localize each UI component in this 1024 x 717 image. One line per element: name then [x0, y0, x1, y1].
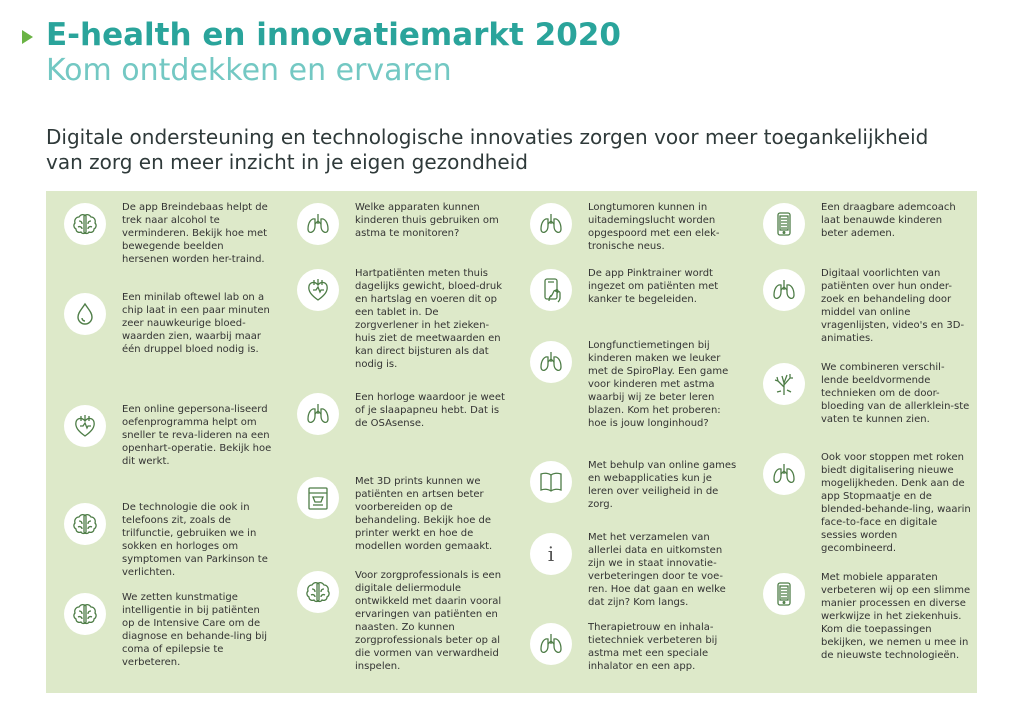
brain-icon [297, 571, 339, 613]
innovations-panel [46, 191, 977, 693]
item-text: Een horloge waardoor je weet of je slaapapneu hebt. Dat is de OSAsense. [355, 392, 505, 429]
lungs-icon [530, 203, 572, 245]
drop-icon [64, 293, 106, 335]
item-text: Therapietrouw en inhala-tietechniek verbeteren bij astma met een speciale inhalator en een app. [588, 622, 718, 672]
item-text: Met het verzamelen van allerlei data en uitkomsten zijn we in staat innovatie-verbeteringen door te voe-ren. Hoe dat gaan en welke dat zijn? Kom langs. [588, 532, 726, 608]
item-text: Hartpatiënten meten thuis dagelijks gewicht, bloed-druk en hartslag en voeren dit op een tablet in. De zorgverlener in het zieken-huis ziet de meetwaarden en kan direct bijsturen als dat nodig is. [355, 268, 503, 370]
lungs-icon [297, 393, 339, 435]
lungs-icon [763, 269, 805, 311]
brain-icon [64, 203, 106, 245]
item-text: Met mobiele apparaten verbeteren wij op een slimme manier processen en diverse werkwijze in het ziekenhuis. Kom die toepassingen bekijken, we nemen u mee in de nieuwste technologieën. [821, 572, 971, 661]
page-subtitle: Kom ontdekken en ervaren [46, 53, 452, 88]
brain-icon [64, 503, 106, 545]
intro-text: Digitale ondersteuning en technologische innovaties zorgen voor meer toegankelijkheid van zorg en meer inzicht in je eigen gezondheid [46, 125, 929, 174]
item-text: Welke apparaten kunnen kinderen thuis gebruiken om astma te monitoren? [355, 202, 499, 239]
heart-icon [64, 405, 106, 447]
header-arrow-icon [22, 30, 33, 44]
item-text: Voor zorgprofessionals is een digitale deliermodule ontwikkeld met daarin vooral ervaringen van patiënten en naasten. Zo kunnen zorgprofessionals beter op al die vormen van verwardheid inspelen. [355, 570, 502, 672]
item-text: Ook voor stoppen met roken biedt digitalisering nieuwe mogelijkheden. Denk aan de app Stopmaatje en de blended-behande-ling, waarin face-to-face en digitale sessies worden gecombineerd. [821, 452, 971, 554]
item-text: Longfunctiemetingen bij kinderen maken we leuker met de SpiroPlay. Een game voor kinderen met astma waarbij wij ze beter leren blazen. Kom het proberen: hoe is jouw longinhoud? [588, 340, 729, 429]
vessels-icon [763, 363, 805, 405]
item-text: Met behulp van online games en webapplicaties kun je leren over veiligheid in de zorg. [588, 460, 737, 510]
brain-icon [64, 593, 106, 635]
item-text: Digitaal voorlichten van patiënten over hun onder-zoek en behandeling door middel van online vragenlijsten, video's en 3D-animaties. [821, 268, 965, 344]
3d-printer-icon [297, 477, 339, 519]
item-text: Een draagbare ademcoach laat benauwde kinderen beter ademen. [821, 202, 956, 239]
lungs-icon [530, 341, 572, 383]
lungs-icon [297, 203, 339, 245]
item-text: Met 3D prints kunnen we patiënten en artsen beter voorbereiden op de behandeling. Bekijk hoe de printer werkt en hoe de modellen worden gemaakt. [355, 476, 493, 552]
item-text: De technologie die ook in telefoons zit, zoals de trilfunctie, gebruiken we in sokken en horloges om symptomen van Parkinson te verlichten. [122, 502, 268, 578]
item-text: We combineren verschil-lende beeldvormende technieken om de door-bloeding van de allerklein-ste vaten te kunnen zien. [821, 362, 970, 425]
phone-hand-icon [530, 269, 572, 311]
phone-icon [763, 573, 805, 615]
phone-icon [763, 203, 805, 245]
book-icon [530, 461, 572, 503]
item-text: Een online gepersona-liseerd oefenprogramma helpt om sneller te reva-lideren na een openhart-operatie. Bekijk hoe dit werkt. [122, 404, 272, 467]
heart-icon [297, 269, 339, 311]
item-text: De app Pinktrainer wordt ingezet om patiënten met kanker te begeleiden. [588, 268, 719, 305]
page-title: E-health en innovatiemarkt 2020 [46, 17, 621, 53]
item-text: Een minilab oftewel lab on a chip laat in een paar minuten zeer nauwkeurige bloed-waarden zien, waarbij maar één druppel bloed nodig is. [122, 292, 270, 355]
item-text: De app Breindebaas helpt de trek naar alcohol te verminderen. Bekijk hoe met bewegende beelden hersenen worden her-traind. [122, 202, 268, 265]
item-text: Longtumoren kunnen in uitademingslucht worden opgespoord met een elek-tronische neus. [588, 202, 720, 252]
info-icon: i [530, 533, 572, 575]
lungs-icon [530, 623, 572, 665]
lungs-icon [763, 453, 805, 495]
item-text: We zetten kunstmatige intelligentie in bij patiënten op de Intensive Care om de diagnose en behande-ling bij coma of epilepsie te verbeteren. [122, 592, 268, 668]
